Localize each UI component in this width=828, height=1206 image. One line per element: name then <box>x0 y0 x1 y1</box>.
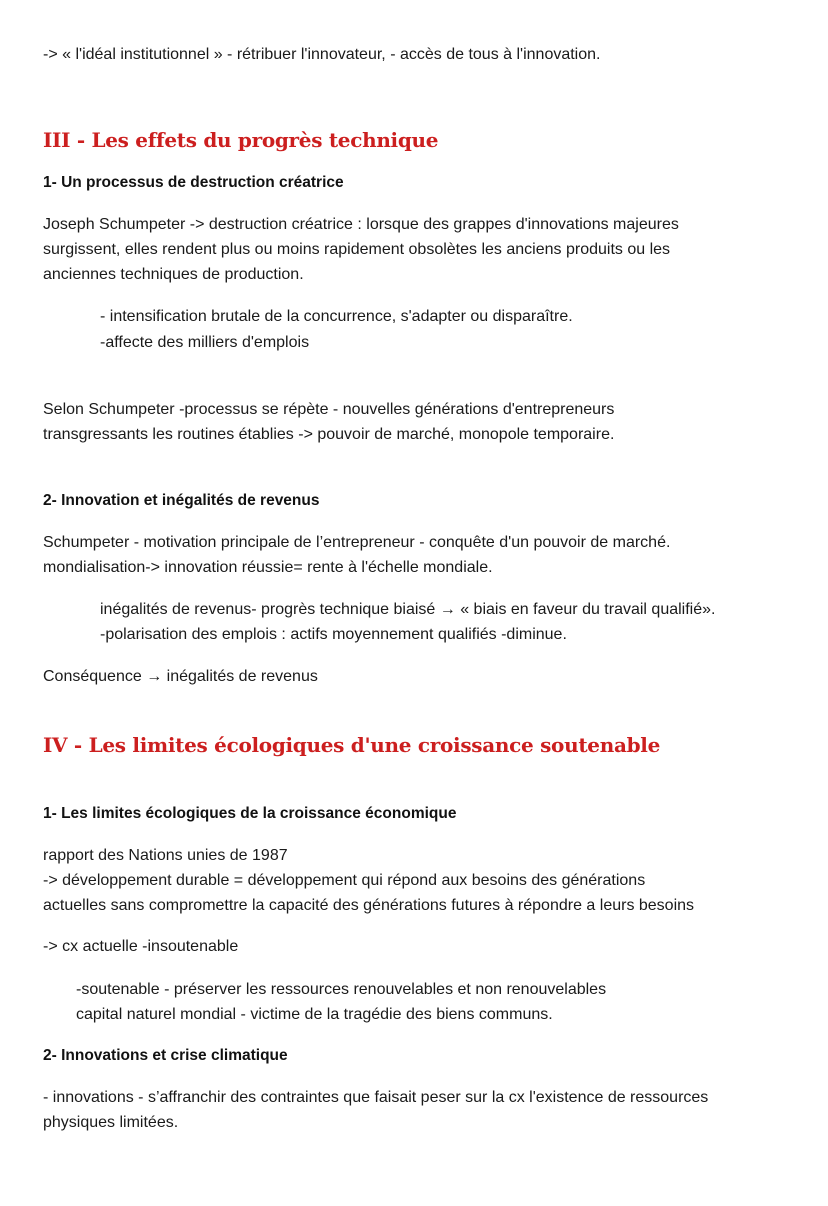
paragraph-line: Joseph Schumpeter -> destruction créatrice : lorsque des grappes d'innovations majeures <box>43 216 679 233</box>
section-4-heading: IV - Les limites écologiques d'une croissance soutenable <box>43 733 661 757</box>
conclusion-line: Conséquence → inégalités de revenus <box>43 668 318 685</box>
section-3-1-heading: 1- Un processus de destruction créatrice <box>43 174 344 191</box>
paragraph-line: Selon Schumpeter -processus se répète - nouvelles générations d'entrepreneurs <box>43 401 615 418</box>
intro-line: -> « l'idéal institutionnel » - rétribuer l'innovateur, - accès de tous à l'innovation. <box>43 46 601 63</box>
paragraph-line: rapport des Nations unies de 1987 <box>43 847 288 864</box>
section-4-1-heading: 1- Les limites écologiques de la croissance économique <box>43 805 457 822</box>
paragraph-line: mondialisation-> innovation réussie= rente à l'échelle mondiale. <box>43 559 493 576</box>
indented-line: inégalités de revenus- progrès technique biaisé → « biais en faveur du travail qualifié». <box>100 601 716 618</box>
paragraph-line: -> développement durable = développement qui répond aux besoins des générations <box>43 872 646 889</box>
indented-line: -polarisation des emplois : actifs moyennement qualifiés -diminue. <box>100 626 567 643</box>
paragraph-line: surgissent, elles rendent plus ou moins rapidement obsolètes les anciens produits ou les <box>43 241 671 258</box>
paragraph-line: Schumpeter - motivation principale de l’entrepreneur - conquête d'un pouvoir de marché. <box>43 534 671 551</box>
paragraph-line: - innovations - s’affranchir des contraintes que faisait peser sur la cx l'existence de ressources <box>43 1089 709 1106</box>
paragraph-line: physiques limitées. <box>43 1114 179 1131</box>
paragraph-line: anciennes techniques de production. <box>43 266 304 283</box>
paragraph-line: -> cx actuelle -insoutenable <box>43 938 239 955</box>
section-4-2-heading: 2- Innovations et crise climatique <box>43 1047 288 1064</box>
section-3-2-heading: 2- Innovation et inégalités de revenus <box>43 492 320 509</box>
indented-line: - intensification brutale de la concurrence, s'adapter ou disparaître. <box>100 308 573 325</box>
section-3-heading: III - Les effets du progrès technique <box>43 128 439 152</box>
paragraph-line: transgressants les routines établies -> pouvoir de marché, monopole temporaire. <box>43 426 615 443</box>
indented-line: -affecte des milliers d'emplois <box>100 334 310 351</box>
indented-line: capital naturel mondial - victime de la tragédie des biens communs. <box>76 1006 553 1023</box>
paragraph-line: actuelles sans compromettre la capacité des générations futures à répondre a leurs besoins <box>43 897 695 914</box>
indented-line: -soutenable - préserver les ressources renouvelables et non renouvelables <box>76 981 607 998</box>
